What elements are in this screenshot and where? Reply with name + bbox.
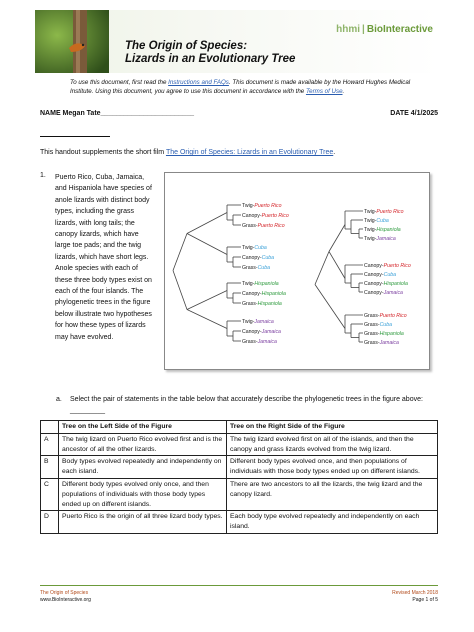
title-line-2: Lizards in an Evolutionary Tree bbox=[125, 53, 296, 65]
footer-divider bbox=[40, 585, 438, 586]
intro-sentence bbox=[40, 149, 335, 156]
document-title bbox=[125, 40, 295, 66]
logo-separator: | bbox=[362, 24, 365, 35]
tree-branch bbox=[329, 252, 345, 279]
footer-title: The Origin of Species bbox=[40, 590, 89, 596]
blank-line bbox=[40, 136, 110, 137]
table-header-left: Tree on the Left Side of the Figure bbox=[59, 421, 227, 434]
tree-leaf-label: Grass-Cuba bbox=[364, 322, 392, 328]
row-right-statement: Each body type evolved repeatedly and independently on each island. bbox=[227, 511, 438, 534]
biointeractive-logo bbox=[336, 24, 433, 35]
footer-right bbox=[392, 590, 438, 604]
title-line-1: The Origin of Species: bbox=[125, 40, 248, 52]
footer-left bbox=[40, 590, 91, 604]
tree-leaf-label: Grass-Hispaniola bbox=[364, 331, 404, 337]
tree-branch bbox=[187, 213, 227, 234]
tree-leaf-label: Twig-Cuba bbox=[364, 218, 389, 224]
intro-end: . bbox=[333, 149, 336, 156]
tree-leaf-label: Canopy-Hispaniola bbox=[242, 291, 286, 297]
tree-branch bbox=[315, 285, 345, 329]
row-left-statement: Puerto Rico is the origin of all three lizard body types. bbox=[59, 511, 227, 534]
table-row[interactable] bbox=[41, 456, 438, 479]
tree-leaf-label: Grass-Cuba bbox=[242, 265, 270, 271]
usage-text-2: . This document is made available by the Howard Hughes Medical Institute. Using this document, you agree to use this document in accordance with the bbox=[70, 79, 411, 95]
student-name[interactable]: NAME Megan Tate________________________ bbox=[40, 110, 194, 117]
tree-leaf-label: Canopy-Cuba bbox=[364, 272, 397, 278]
tree-leaf-label: Grass-Puerto Rico bbox=[242, 223, 285, 229]
tree-leaf-label: Twig-Hispaniola bbox=[364, 227, 401, 233]
row-key: C bbox=[41, 478, 59, 510]
phylogenetic-figure bbox=[164, 172, 430, 370]
row-left-statement: Different body types evolved only once, and then populations of individuals with those body types ended up on different islands. bbox=[59, 478, 227, 510]
film-link[interactable]: The Origin of Species: Lizards in an Evolutionary Tree bbox=[165, 149, 334, 156]
row-key: B bbox=[41, 456, 59, 479]
row-key: D bbox=[41, 511, 59, 534]
row-left-statement: The twig lizard on Puerto Rico evolved first and is the ancestor of all the other lizards. bbox=[59, 433, 227, 456]
document-header bbox=[35, 10, 439, 73]
usage-notice bbox=[70, 79, 430, 97]
tree-branch bbox=[187, 291, 227, 310]
question-1a bbox=[56, 395, 430, 416]
tree-leaf-label: Grass-Puerto Rico bbox=[364, 313, 407, 319]
row-left-statement: Body types evolved repeatedly and independently on each island. bbox=[59, 456, 227, 479]
tree-branch bbox=[329, 225, 345, 252]
lizard-photo bbox=[35, 10, 109, 73]
question-1-number: 1. bbox=[40, 172, 46, 179]
tree-leaf-label: Canopy-Puerto Rico bbox=[242, 213, 289, 219]
name-date-line bbox=[40, 110, 438, 117]
tree-leaf-label: Twig-Jamaica bbox=[364, 236, 396, 242]
logo-name: BioInteractive bbox=[366, 24, 433, 35]
instructions-faqs-link[interactable]: Instructions and FAQs bbox=[168, 79, 229, 86]
table-row[interactable] bbox=[41, 478, 438, 510]
terms-of-use-link[interactable]: Terms of Use bbox=[305, 87, 343, 95]
tree-leaf-label: Twig-Puerto Rico bbox=[364, 209, 404, 215]
tree-branch bbox=[173, 234, 187, 271]
tree-leaf-label: Twig-Puerto Rico bbox=[242, 203, 282, 209]
tree-leaf-label: Grass-Jamaica bbox=[364, 340, 399, 346]
footer-page-number: Page 1 of 5 bbox=[412, 597, 438, 603]
table-header-right: Tree on the Right Side of the Figure bbox=[227, 421, 438, 434]
tree-leaf-label: Twig-Cuba bbox=[242, 245, 267, 251]
logo-hhmi: hhmi bbox=[336, 24, 361, 35]
footer-revision: Revised March 2018 bbox=[392, 590, 438, 596]
tree-leaf-label: Grass-Jamaica bbox=[242, 339, 277, 345]
tree-branch bbox=[173, 271, 187, 310]
tree-leaf-label: Canopy-Jamaica bbox=[242, 329, 281, 335]
table-row[interactable] bbox=[41, 433, 438, 456]
row-right-statement: Different body types evolved once, and then populations of individuals with those body types ended up on different islands. bbox=[227, 456, 438, 479]
tree-branch bbox=[187, 234, 227, 255]
usage-text-1: To use this document, first read the bbox=[70, 79, 169, 86]
answer-table bbox=[40, 420, 438, 534]
row-right-statement: There are two ancestors to all the lizards, the twig lizard and the canopy lizard. bbox=[227, 478, 438, 510]
tree-leaf-label: Canopy-Puerto Rico bbox=[364, 263, 411, 269]
date-field[interactable]: DATE 4/1/2025 bbox=[390, 110, 438, 117]
intro-text: This handout supplements the short film bbox=[40, 149, 166, 156]
row-right-statement: The twig lizard evolved first on all of the islands, and then the canopy and grass lizards evolved from the twig lizard. bbox=[227, 433, 438, 456]
tree-leaf-label: Twig-Jamaica bbox=[242, 319, 274, 325]
usage-text-3: . bbox=[342, 87, 345, 95]
tree-branch bbox=[315, 252, 329, 285]
question-1-text: Puerto Rico, Cuba, Jamaica, and Hispaniola have species of anole lizards with distinct body types, including the grass lizards, with long tails; the canopy lizards, which have large toe pads; and the twig lizards, which have short legs. Anole species with each of these three body types exist on each of the four islands. The phylogenetic trees in the figure below illustrate two hypotheses for how these types of lizards may have evolved. bbox=[55, 174, 152, 341]
tree-leaf-label: Grass-Hispaniola bbox=[242, 301, 282, 307]
footer-website[interactable]: www.BioInteractive.org bbox=[40, 597, 91, 603]
tree-leaf-label: Twig-Hispaniola bbox=[242, 281, 279, 287]
lizard-image bbox=[35, 10, 109, 73]
table-header-row bbox=[41, 421, 438, 434]
table-row[interactable] bbox=[41, 511, 438, 534]
phylogenetic-trees bbox=[165, 173, 429, 369]
tree-leaf-label: Canopy-Cuba bbox=[242, 255, 275, 261]
question-1a-label: a. bbox=[56, 396, 62, 403]
tree-branch bbox=[187, 310, 227, 329]
tree-leaf-label: Canopy-Jamaica bbox=[364, 290, 403, 296]
tree-leaf-label: Canopy-Hispaniola bbox=[364, 281, 408, 287]
table-header-key bbox=[41, 421, 59, 434]
row-key: A bbox=[41, 433, 59, 456]
question-1a-text: Select the pair of statements in the table below that accurately describe the phylogenetic trees in the figure above: _________ bbox=[70, 396, 423, 414]
